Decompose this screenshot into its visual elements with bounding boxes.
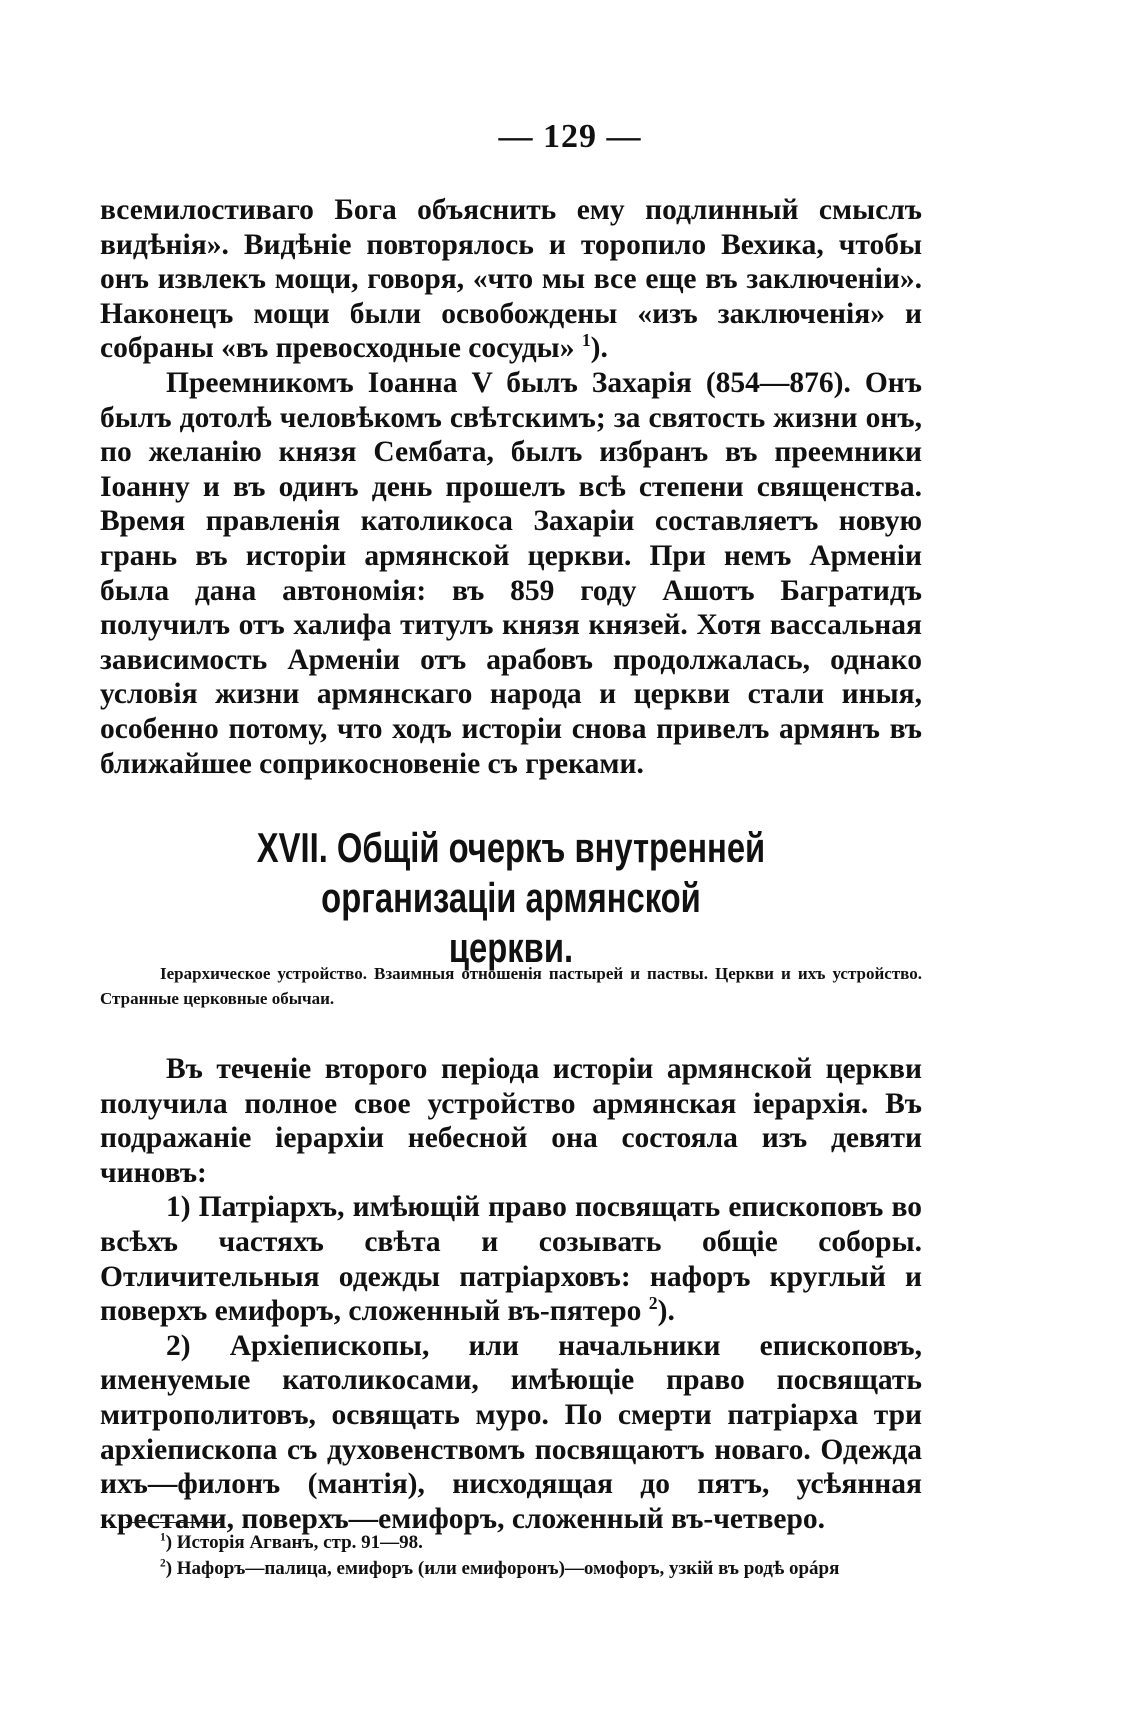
footnotes: [160, 1530, 922, 1582]
footnote-ref-2: 2: [648, 1293, 658, 1314]
footnote-1: [160, 1530, 922, 1556]
paragraph-patriarch: [100, 1190, 922, 1328]
paragraph-zacharias: Преемникомъ Іоанна V былъ Захарія (854—876). Онъ былъ дотолѣ человѣкомъ свѣтскимъ; за святость жизни онъ, по желанію князя Сембата, былъ избранъ въ преемники Іоанну и въ одинъ день прошелъ всѣ степени священства. Время правленія католикоса Захаріи составляетъ новую грань въ исторіи армянской церкви. При немъ Арменіи была дана автономія: въ 859 году Ашотъ Багратидъ получилъ отъ халифа титулъ князя князей. Хотя вассальная зависимость Арменіи отъ арабовъ продолжалась, однако условія жизни армянскаго народа и церкви стали иныя, особенно потому, что ходъ исторіи снова привелъ армянъ въ ближайшее соприкосновеніе съ греками.: [100, 366, 922, 780]
footnote-mark: 2: [160, 1557, 166, 1570]
footnote-divider: [126, 1522, 222, 1523]
paragraph-text: 1) Патріархъ, имѣющій право посвящать епископовъ во всѣхъ частяхъ свѣта и созывать общіе соборы. Отличительныя одежды патріарховъ: нафоръ круглый и поверхъ емифоръ, сложенный въ-пятеро: [100, 1191, 922, 1328]
paragraph-archbishops: 2) Архіепископы, или начальники епископовъ, именуемые католикосами, имѣющіе право посвящать митрополитовъ, освящать муро. По смерти патріарха три архіепископа съ духовенствомъ посвящаютъ новаго. Одежда ихъ—филонъ (мантія), нисходящая до пятъ, усѣянная крестами, поверхъ—емифоръ, сложенный въ-четверо.: [100, 1329, 922, 1535]
chapter-heading-line2: церкви.: [448, 924, 574, 971]
footnote-text: ) Нафоръ—палица, емифоръ (или емифоронъ)—омофоръ, узкій въ родѣ орáря: [165, 1558, 840, 1579]
chapter-summary: Іерархическое устройство. Взаимныя отношенія пастырей и паствы. Церкви и ихъ устройство. Странные церковные обычаи.: [100, 964, 922, 1008]
paragraph-text: всемилостиваго Бога объяснить ему подлинный смыслъ видѣнія». Видѣніе повторялось и торопило Вехика, чтобы онъ извлекъ мощи, говоря, «что мы все еще въ заключеніи». Наконецъ мощи были освобождены «изъ заключенія» и собраны «въ превосходные сосуды»: [100, 194, 922, 365]
footnote-text: ) Исторія Агванъ, стр. 91—98.: [165, 1532, 423, 1553]
footnote-ref-1: 1: [581, 330, 591, 351]
page-number: — 129 —: [498, 118, 642, 155]
chapter-heading: [190, 823, 831, 973]
lower-text-block: [100, 1052, 922, 1536]
paragraph-vision-relics: [100, 193, 922, 366]
footnote-mark: 1: [160, 1531, 166, 1544]
paragraph-tail: ).: [657, 1295, 675, 1328]
footnote-2: [160, 1556, 922, 1582]
upper-text-block: [100, 193, 922, 781]
paragraph-hierarchy-intro: Въ теченіе второго періода исторіи армянской церкви получила полное свое устройство армянская іерархія. Въ подражаніе іерархіи небесной она состояла изъ девяти чиновъ:: [100, 1053, 922, 1189]
paragraph-tail: ).: [590, 332, 608, 365]
chapter-heading-line1: XVII. Общій очеркъ внутренней организаціи армянской: [256, 824, 766, 921]
